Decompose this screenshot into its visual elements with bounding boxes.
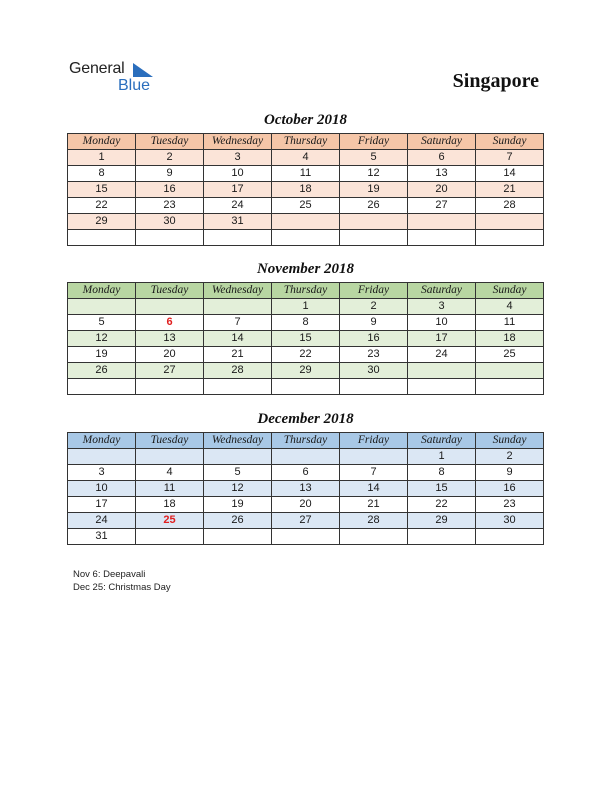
day-cell: 27 bbox=[136, 363, 204, 379]
logo-triangle-icon bbox=[133, 63, 153, 79]
day-cell: 18 bbox=[136, 497, 204, 513]
day-cell: 22 bbox=[68, 198, 136, 214]
empty-day-cell bbox=[408, 379, 476, 395]
weekday-header-monday: Monday bbox=[68, 283, 136, 299]
day-cell: 5 bbox=[68, 315, 136, 331]
empty-day-cell bbox=[204, 379, 272, 395]
day-cell: 26 bbox=[68, 363, 136, 379]
day-cell: 28 bbox=[204, 363, 272, 379]
day-cell: 25 bbox=[272, 198, 340, 214]
day-cell: 3 bbox=[204, 150, 272, 166]
day-cell: 25 bbox=[476, 347, 544, 363]
weekday-header-thursday: Thursday bbox=[272, 283, 340, 299]
day-cell: 16 bbox=[340, 331, 408, 347]
day-cell: 22 bbox=[272, 347, 340, 363]
week-row bbox=[68, 182, 544, 198]
weekday-header-friday: Friday bbox=[340, 433, 408, 449]
day-cell: 13 bbox=[136, 331, 204, 347]
weekday-header-wednesday: Wednesday bbox=[204, 134, 272, 150]
weekday-header-thursday: Thursday bbox=[272, 134, 340, 150]
day-cell: 2 bbox=[136, 150, 204, 166]
week-row bbox=[68, 363, 544, 379]
day-cell: 17 bbox=[68, 497, 136, 513]
day-cell: 23 bbox=[476, 497, 544, 513]
day-cell: 1 bbox=[408, 449, 476, 465]
weekday-header-wednesday: Wednesday bbox=[204, 433, 272, 449]
empty-day-cell bbox=[408, 230, 476, 246]
day-cell: 20 bbox=[136, 347, 204, 363]
day-cell: 3 bbox=[68, 465, 136, 481]
day-cell: 1 bbox=[68, 150, 136, 166]
day-cell: 28 bbox=[476, 198, 544, 214]
day-cell: 23 bbox=[340, 347, 408, 363]
day-cell: 8 bbox=[68, 166, 136, 182]
weekday-header-sunday: Sunday bbox=[476, 433, 544, 449]
day-cell: 27 bbox=[272, 513, 340, 529]
logo-text-general: General bbox=[69, 60, 125, 77]
week-row bbox=[68, 465, 544, 481]
month-title-december: December 2018 bbox=[257, 411, 354, 427]
day-cell: 17 bbox=[204, 182, 272, 198]
week-row bbox=[68, 347, 544, 363]
day-cell: 10 bbox=[204, 166, 272, 182]
day-cell: 12 bbox=[204, 481, 272, 497]
day-cell: 20 bbox=[272, 497, 340, 513]
empty-day-cell bbox=[340, 379, 408, 395]
week-row bbox=[68, 513, 544, 529]
weekday-header-friday: Friday bbox=[340, 134, 408, 150]
day-cell: 14 bbox=[340, 481, 408, 497]
empty-day-cell bbox=[204, 449, 272, 465]
empty-day-cell bbox=[408, 363, 476, 379]
empty-day-cell bbox=[340, 529, 408, 545]
day-cell: 13 bbox=[408, 166, 476, 182]
weekday-header-wednesday: Wednesday bbox=[204, 283, 272, 299]
day-cell: 7 bbox=[340, 465, 408, 481]
day-cell: 20 bbox=[408, 182, 476, 198]
empty-day-cell bbox=[136, 449, 204, 465]
empty-day-cell bbox=[476, 379, 544, 395]
day-cell: 15 bbox=[408, 481, 476, 497]
holiday-notes bbox=[73, 568, 171, 594]
day-cell: 26 bbox=[340, 198, 408, 214]
day-cell: 21 bbox=[340, 497, 408, 513]
day-cell: 30 bbox=[476, 513, 544, 529]
empty-day-cell bbox=[136, 379, 204, 395]
day-cell: 17 bbox=[408, 331, 476, 347]
empty-day-cell bbox=[68, 299, 136, 315]
empty-day-cell bbox=[136, 299, 204, 315]
day-cell: 22 bbox=[408, 497, 476, 513]
week-row bbox=[68, 198, 544, 214]
calendar-november bbox=[67, 282, 544, 395]
day-cell: 9 bbox=[340, 315, 408, 331]
day-cell: 4 bbox=[476, 299, 544, 315]
day-cell: 15 bbox=[272, 331, 340, 347]
day-cell: 26 bbox=[204, 513, 272, 529]
day-cell: 5 bbox=[204, 465, 272, 481]
empty-day-cell bbox=[340, 214, 408, 230]
empty-day-cell bbox=[136, 230, 204, 246]
day-cell: 16 bbox=[476, 481, 544, 497]
empty-day-cell bbox=[476, 529, 544, 545]
day-cell: 23 bbox=[136, 198, 204, 214]
calendar-october bbox=[67, 133, 544, 246]
logo bbox=[69, 60, 169, 100]
empty-day-cell bbox=[272, 379, 340, 395]
week-row bbox=[68, 497, 544, 513]
day-cell: 10 bbox=[68, 481, 136, 497]
day-cell: 7 bbox=[476, 150, 544, 166]
holiday-note: Dec 25: Christmas Day bbox=[73, 582, 171, 593]
empty-day-cell bbox=[408, 529, 476, 545]
day-cell: 29 bbox=[272, 363, 340, 379]
empty-day-cell bbox=[204, 299, 272, 315]
weekday-header-friday: Friday bbox=[340, 283, 408, 299]
empty-day-cell bbox=[68, 230, 136, 246]
day-cell: 24 bbox=[204, 198, 272, 214]
day-cell: 29 bbox=[408, 513, 476, 529]
day-cell: 15 bbox=[68, 182, 136, 198]
logo-text-blue: Blue bbox=[118, 77, 151, 94]
week-row bbox=[68, 331, 544, 347]
day-cell: 8 bbox=[408, 465, 476, 481]
day-cell: 8 bbox=[272, 315, 340, 331]
day-cell: 13 bbox=[272, 481, 340, 497]
month-title-october: October 2018 bbox=[264, 112, 347, 128]
day-cell: 19 bbox=[68, 347, 136, 363]
day-cell: 9 bbox=[136, 166, 204, 182]
day-cell: 14 bbox=[204, 331, 272, 347]
empty-day-cell bbox=[68, 379, 136, 395]
day-cell: 10 bbox=[408, 315, 476, 331]
day-cell: 19 bbox=[340, 182, 408, 198]
day-cell: 6 bbox=[136, 315, 204, 331]
weekday-header-saturday: Saturday bbox=[408, 283, 476, 299]
day-cell: 24 bbox=[68, 513, 136, 529]
weekday-header-sunday: Sunday bbox=[476, 283, 544, 299]
empty-day-cell bbox=[272, 449, 340, 465]
empty-day-cell bbox=[272, 529, 340, 545]
empty-day-cell bbox=[204, 230, 272, 246]
day-cell: 12 bbox=[340, 166, 408, 182]
calendar-december bbox=[67, 432, 544, 545]
weekday-header-monday: Monday bbox=[68, 433, 136, 449]
week-row bbox=[68, 379, 544, 395]
week-row bbox=[68, 529, 544, 545]
day-cell: 2 bbox=[476, 449, 544, 465]
day-cell: 1 bbox=[272, 299, 340, 315]
day-cell: 12 bbox=[68, 331, 136, 347]
week-row bbox=[68, 481, 544, 497]
empty-day-cell bbox=[340, 230, 408, 246]
empty-day-cell bbox=[272, 214, 340, 230]
month-title-november: November 2018 bbox=[256, 261, 355, 277]
weekday-header-thursday: Thursday bbox=[272, 433, 340, 449]
day-cell: 7 bbox=[204, 315, 272, 331]
day-cell: 21 bbox=[476, 182, 544, 198]
day-cell: 2 bbox=[340, 299, 408, 315]
day-cell: 11 bbox=[272, 166, 340, 182]
holiday-note: Nov 6: Deepavali bbox=[73, 569, 146, 580]
day-cell: 4 bbox=[272, 150, 340, 166]
day-cell: 19 bbox=[204, 497, 272, 513]
day-cell: 31 bbox=[204, 214, 272, 230]
day-cell: 21 bbox=[204, 347, 272, 363]
day-cell: 11 bbox=[476, 315, 544, 331]
country-title: Singapore bbox=[452, 70, 539, 92]
weekday-header-row bbox=[68, 134, 544, 150]
empty-day-cell bbox=[408, 214, 476, 230]
week-row bbox=[68, 449, 544, 465]
empty-day-cell bbox=[476, 363, 544, 379]
empty-day-cell bbox=[476, 230, 544, 246]
day-cell: 4 bbox=[136, 465, 204, 481]
day-cell: 11 bbox=[136, 481, 204, 497]
weekday-header-tuesday: Tuesday bbox=[136, 433, 204, 449]
day-cell: 6 bbox=[272, 465, 340, 481]
empty-day-cell bbox=[68, 449, 136, 465]
weekday-header-saturday: Saturday bbox=[408, 134, 476, 150]
day-cell: 30 bbox=[136, 214, 204, 230]
day-cell: 9 bbox=[476, 465, 544, 481]
day-cell: 28 bbox=[340, 513, 408, 529]
empty-day-cell bbox=[340, 449, 408, 465]
day-cell: 31 bbox=[68, 529, 136, 545]
empty-day-cell bbox=[204, 529, 272, 545]
week-row bbox=[68, 315, 544, 331]
day-cell: 27 bbox=[408, 198, 476, 214]
week-row bbox=[68, 214, 544, 230]
day-cell: 25 bbox=[136, 513, 204, 529]
day-cell: 16 bbox=[136, 182, 204, 198]
day-cell: 5 bbox=[340, 150, 408, 166]
day-cell: 6 bbox=[408, 150, 476, 166]
weekday-header-sunday: Sunday bbox=[476, 134, 544, 150]
empty-day-cell bbox=[272, 230, 340, 246]
day-cell: 30 bbox=[340, 363, 408, 379]
day-cell: 18 bbox=[476, 331, 544, 347]
weekday-header-monday: Monday bbox=[68, 134, 136, 150]
week-row bbox=[68, 230, 544, 246]
weekday-header-tuesday: Tuesday bbox=[136, 134, 204, 150]
week-row bbox=[68, 150, 544, 166]
empty-day-cell bbox=[136, 529, 204, 545]
day-cell: 24 bbox=[408, 347, 476, 363]
weekday-header-row bbox=[68, 433, 544, 449]
empty-day-cell bbox=[476, 214, 544, 230]
weekday-header-tuesday: Tuesday bbox=[136, 283, 204, 299]
day-cell: 29 bbox=[68, 214, 136, 230]
week-row bbox=[68, 299, 544, 315]
weekday-header-row bbox=[68, 283, 544, 299]
day-cell: 18 bbox=[272, 182, 340, 198]
week-row bbox=[68, 166, 544, 182]
day-cell: 3 bbox=[408, 299, 476, 315]
day-cell: 14 bbox=[476, 166, 544, 182]
weekday-header-saturday: Saturday bbox=[408, 433, 476, 449]
